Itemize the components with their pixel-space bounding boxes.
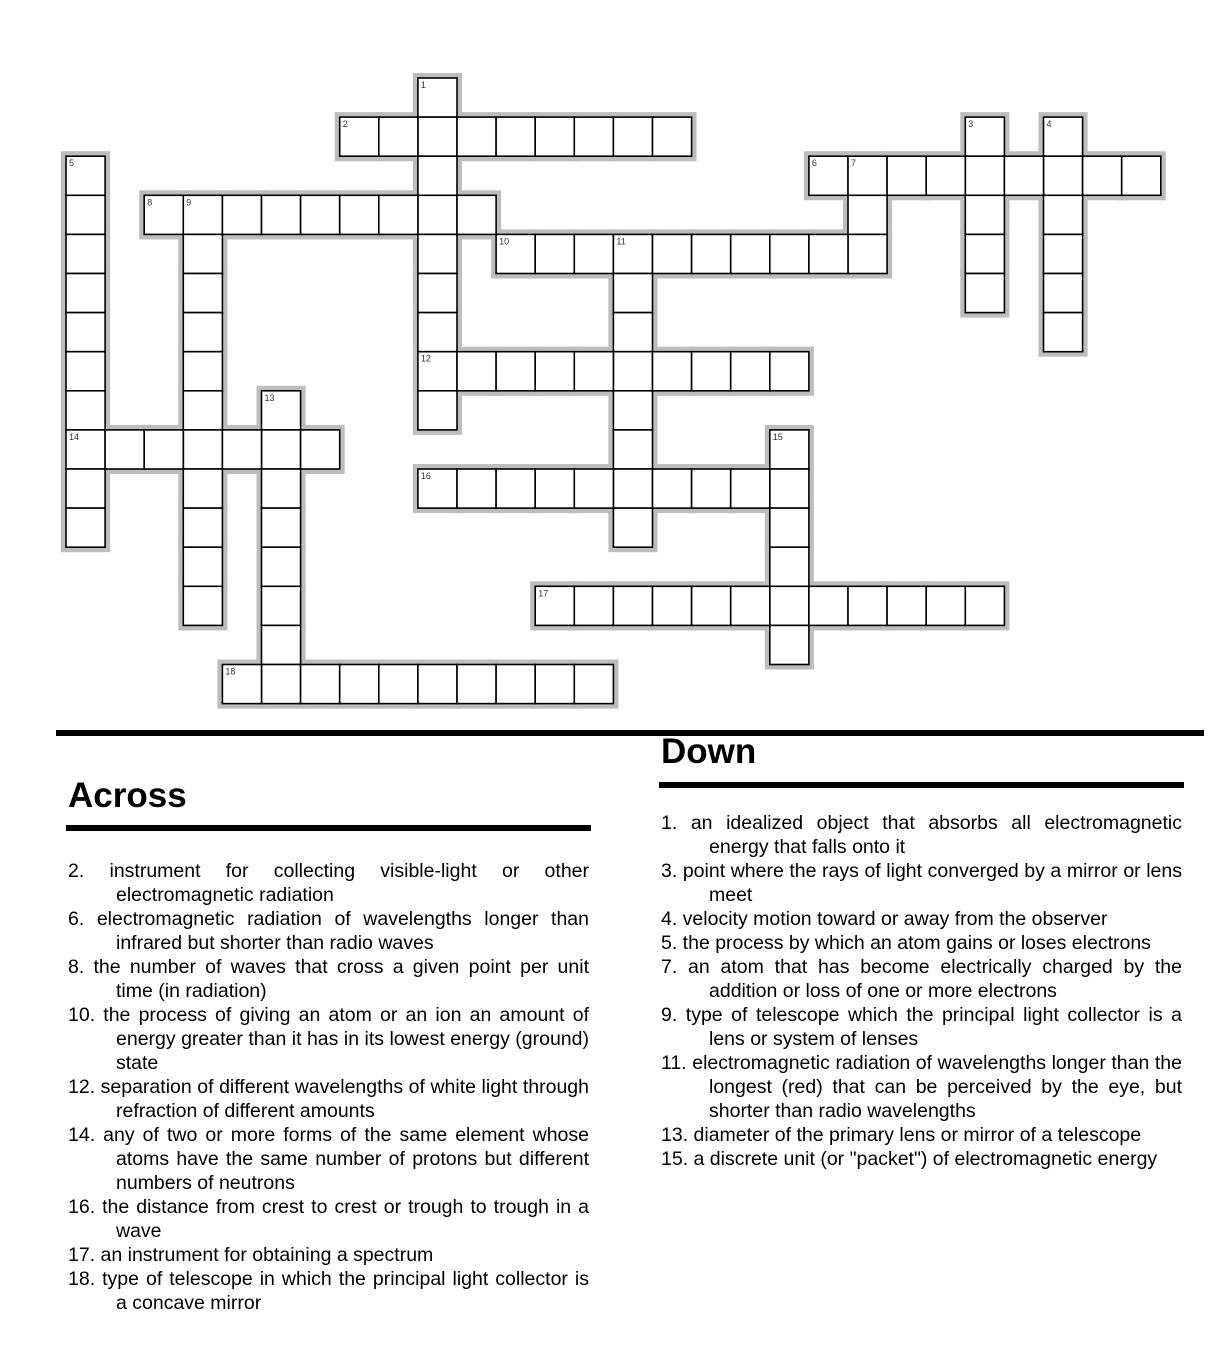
crossword-cell[interactable] xyxy=(770,625,809,664)
crossword-cell[interactable] xyxy=(1044,274,1083,313)
crossword-cell[interactable] xyxy=(183,352,222,391)
crossword-cell[interactable] xyxy=(926,156,965,195)
crossword-cell[interactable] xyxy=(848,195,887,234)
crossword-cell[interactable] xyxy=(262,508,301,547)
crossword-cell[interactable] xyxy=(183,313,222,352)
crossword-cell[interactable] xyxy=(340,665,379,704)
crossword-cell[interactable] xyxy=(770,469,809,508)
crossword-cell[interactable] xyxy=(653,469,692,508)
crossword-cell[interactable] xyxy=(301,665,340,704)
crossword-cell[interactable] xyxy=(731,234,770,273)
crossword-cell[interactable] xyxy=(183,274,222,313)
crossword-cell[interactable] xyxy=(653,117,692,156)
cell-number: 1 xyxy=(420,80,426,90)
crossword-cell[interactable] xyxy=(535,665,574,704)
crossword-cell[interactable] xyxy=(183,234,222,273)
crossword-cell[interactable] xyxy=(262,547,301,586)
crossword-cell[interactable] xyxy=(379,195,418,234)
crossword-cell[interactable] xyxy=(379,665,418,704)
cell-number: 5 xyxy=(69,158,75,169)
crossword-cell[interactable] xyxy=(535,469,574,508)
crossword-cell[interactable] xyxy=(965,274,1004,313)
crossword-cell[interactable] xyxy=(144,430,183,469)
crossword-cell[interactable] xyxy=(613,469,652,508)
cell-number: 10 xyxy=(499,236,510,247)
crossword-cell[interactable] xyxy=(66,352,105,391)
crossword-cell[interactable] xyxy=(965,156,1004,195)
crossword-cell[interactable] xyxy=(183,469,222,508)
crossword-cell[interactable] xyxy=(692,586,731,625)
crossword-cell[interactable] xyxy=(301,195,340,234)
crossword-cell[interactable] xyxy=(418,195,457,234)
cell-number: 4 xyxy=(1046,119,1052,130)
crossword-cell[interactable] xyxy=(887,156,926,195)
crossword-cell[interactable] xyxy=(770,508,809,547)
crossword-cell[interactable] xyxy=(848,586,887,625)
crossword-cell[interactable] xyxy=(613,313,652,352)
crossword-cell[interactable] xyxy=(613,352,652,391)
crossword-cell[interactable] xyxy=(1044,195,1083,234)
crossword-cell[interactable] xyxy=(613,274,652,313)
crossword-cell[interactable] xyxy=(457,195,496,234)
crossword-cell[interactable] xyxy=(613,586,652,625)
crossword-cell[interactable] xyxy=(262,430,301,469)
crossword-cell[interactable] xyxy=(496,469,535,508)
cell-number: 13 xyxy=(264,392,275,403)
crossword-cell[interactable] xyxy=(848,234,887,273)
crossword-cell[interactable] xyxy=(965,234,1004,273)
cell-number: 17 xyxy=(538,588,549,599)
down-clue: 11. electromagnetic radiation of wavelengths longer than the longest (red) that can be perceived by the eye, but shorter than radio wavelengths xyxy=(661,1052,1182,1122)
down-clue: 7. an atom that has become electrically charged by the addition or loss of one or more electrons xyxy=(661,956,1182,1002)
crossword-cell[interactable] xyxy=(66,469,105,508)
across-clue: 6. electromagnetic radiation of wavelengths longer than infrared but shorter than radio waves xyxy=(68,908,589,954)
crossword-cell[interactable] xyxy=(66,391,105,430)
crossword-cell[interactable] xyxy=(262,665,301,704)
crossword-cell[interactable] xyxy=(965,586,1004,625)
crossword-cell[interactable] xyxy=(418,313,457,352)
crossword-cell[interactable] xyxy=(692,234,731,273)
crossword-cell[interactable] xyxy=(262,195,301,234)
down-underline xyxy=(659,782,1184,788)
cell-number: 8 xyxy=(147,197,153,208)
across-clue: 2. instrument for collecting visible-light or other electromagnetic radiation xyxy=(68,860,589,906)
crossword-cell[interactable] xyxy=(887,586,926,625)
crossword-cell[interactable] xyxy=(1083,156,1122,195)
crossword-cell[interactable] xyxy=(613,508,652,547)
crossword-cell[interactable] xyxy=(574,586,613,625)
cell-number: 15 xyxy=(772,431,783,442)
crossword-cell[interactable] xyxy=(926,586,965,625)
crossword-cell[interactable] xyxy=(379,117,418,156)
cell-number: 12 xyxy=(420,353,431,364)
cell-number: 14 xyxy=(69,431,80,442)
cell-number: 6 xyxy=(811,158,817,169)
crossword-cell[interactable] xyxy=(105,430,144,469)
crossword-cell[interactable] xyxy=(653,586,692,625)
crossword-cell[interactable] xyxy=(653,234,692,273)
crossword-cell[interactable] xyxy=(457,117,496,156)
crossword-cell[interactable] xyxy=(262,625,301,664)
crossword-cell[interactable] xyxy=(457,469,496,508)
crossword-cell[interactable] xyxy=(1044,234,1083,273)
cell-number: 9 xyxy=(186,197,192,208)
cell-number: 7 xyxy=(851,158,857,169)
crossword-cell[interactable] xyxy=(183,508,222,547)
across-clue: 12. separation of different wavelengths of white light through refraction of different amounts xyxy=(68,1076,589,1122)
cell-number: 11 xyxy=(616,236,626,247)
crossword-cell[interactable] xyxy=(301,430,340,469)
crossword-cell[interactable] xyxy=(809,586,848,625)
crossword-cell[interactable] xyxy=(770,234,809,273)
across-clue: 14. any of two or more forms of the same element whose atoms have the same number of protons but different numbers of neutrons xyxy=(68,1124,589,1194)
crossword-cell[interactable] xyxy=(183,586,222,625)
crossword-cell[interactable] xyxy=(653,352,692,391)
down-clue-list xyxy=(661,811,1182,1171)
cell-number: 2 xyxy=(342,119,348,130)
crossword-cell[interactable] xyxy=(574,352,613,391)
across-clue: 17. an instrument for obtaining a spectrum xyxy=(68,1244,434,1266)
crossword-cell[interactable] xyxy=(66,274,105,313)
across-clue: 10. the process of giving an atom or an ion an amount of energy greater than it has in its lowest energy (ground) state xyxy=(68,1004,589,1074)
down-clue: 15. a discrete unit (or "packet") of electromagnetic energy xyxy=(661,1148,1158,1170)
crossword-cell[interactable] xyxy=(418,391,457,430)
down-heading: Down xyxy=(661,732,757,771)
crossword-cell[interactable] xyxy=(613,391,652,430)
down-clue: 1. an idealized object that absorbs all electromagnetic energy that falls onto it xyxy=(661,812,1182,858)
crossword-cell[interactable] xyxy=(692,469,731,508)
crossword-cell[interactable] xyxy=(731,352,770,391)
crossword-cell[interactable] xyxy=(262,469,301,508)
across-clue: 18. type of telescope in which the principal light collector is a concave mirror xyxy=(68,1268,589,1314)
crossword-cell[interactable] xyxy=(770,352,809,391)
down-clue: 9. type of telescope which the principal light collector is a lens or system of lenses xyxy=(661,1004,1182,1050)
crossword-cell[interactable] xyxy=(66,234,105,273)
crossword-cell[interactable] xyxy=(613,430,652,469)
down-clue: 4. velocity motion toward or away from the observer xyxy=(661,908,1108,930)
crossword-cell[interactable] xyxy=(770,547,809,586)
crossword-cell[interactable] xyxy=(222,195,261,234)
crossword-cell[interactable] xyxy=(496,352,535,391)
crossword-cell[interactable] xyxy=(496,665,535,704)
crossword-cell[interactable] xyxy=(613,117,652,156)
crossword-cell[interactable] xyxy=(965,195,1004,234)
crossword-cell[interactable] xyxy=(66,508,105,547)
across-clue: 16. the distance from crest to crest or trough to trough in a wave xyxy=(68,1196,589,1242)
across-clue: 8. the number of waves that cross a given point per unit time (in radiation) xyxy=(68,956,589,1002)
crossword-cell[interactable] xyxy=(574,117,613,156)
crossword-cell[interactable] xyxy=(418,117,457,156)
cell-number: 16 xyxy=(420,471,431,481)
across-underline xyxy=(66,825,591,831)
crossword-cell[interactable] xyxy=(418,665,457,704)
crossword-cell[interactable] xyxy=(262,586,301,625)
crossword-cell[interactable] xyxy=(66,313,105,352)
crossword-cell[interactable] xyxy=(183,547,222,586)
crossword-cell[interactable] xyxy=(535,117,574,156)
crossword-cell[interactable] xyxy=(574,665,613,704)
crossword-cell[interactable] xyxy=(183,391,222,430)
crossword-cell[interactable] xyxy=(183,430,222,469)
across-heading: Across xyxy=(68,776,187,815)
crossword-cell[interactable] xyxy=(809,234,848,273)
crossword-cell[interactable] xyxy=(535,234,574,273)
crossword-cell[interactable] xyxy=(66,195,105,234)
crossword-cell[interactable] xyxy=(574,234,613,273)
crossword-cell[interactable] xyxy=(418,234,457,273)
crossword-cell[interactable] xyxy=(457,352,496,391)
crossword-cell[interactable] xyxy=(731,586,770,625)
crossword-cell[interactable] xyxy=(1122,156,1161,195)
down-clue: 13. diameter of the primary lens or mirror of a telescope xyxy=(661,1124,1142,1146)
crossword-cell[interactable] xyxy=(1044,156,1083,195)
crossword-cell[interactable] xyxy=(535,352,574,391)
crossword-cell[interactable] xyxy=(574,469,613,508)
crossword-cell[interactable] xyxy=(770,586,809,625)
crossword-cell[interactable] xyxy=(692,352,731,391)
down-clue: 3. point where the rays of light converged by a mirror or lens meet xyxy=(661,860,1182,906)
crossword-cell[interactable] xyxy=(1004,156,1043,195)
crossword-cell[interactable] xyxy=(222,430,261,469)
crossword-cell[interactable] xyxy=(340,195,379,234)
divider-line xyxy=(56,730,1204,736)
crossword-cell[interactable] xyxy=(496,117,535,156)
crossword-cell[interactable] xyxy=(418,274,457,313)
crossword-cell[interactable] xyxy=(731,469,770,508)
crossword-cell[interactable] xyxy=(1044,313,1083,352)
across-clue-list xyxy=(68,859,589,1315)
crossword-cell[interactable] xyxy=(418,156,457,195)
cell-number: 18 xyxy=(225,666,236,677)
down-clue: 5. the process by which an atom gains or loses electrons xyxy=(661,932,1151,954)
cell-number: 3 xyxy=(968,119,974,130)
crossword-cell[interactable] xyxy=(457,665,496,704)
